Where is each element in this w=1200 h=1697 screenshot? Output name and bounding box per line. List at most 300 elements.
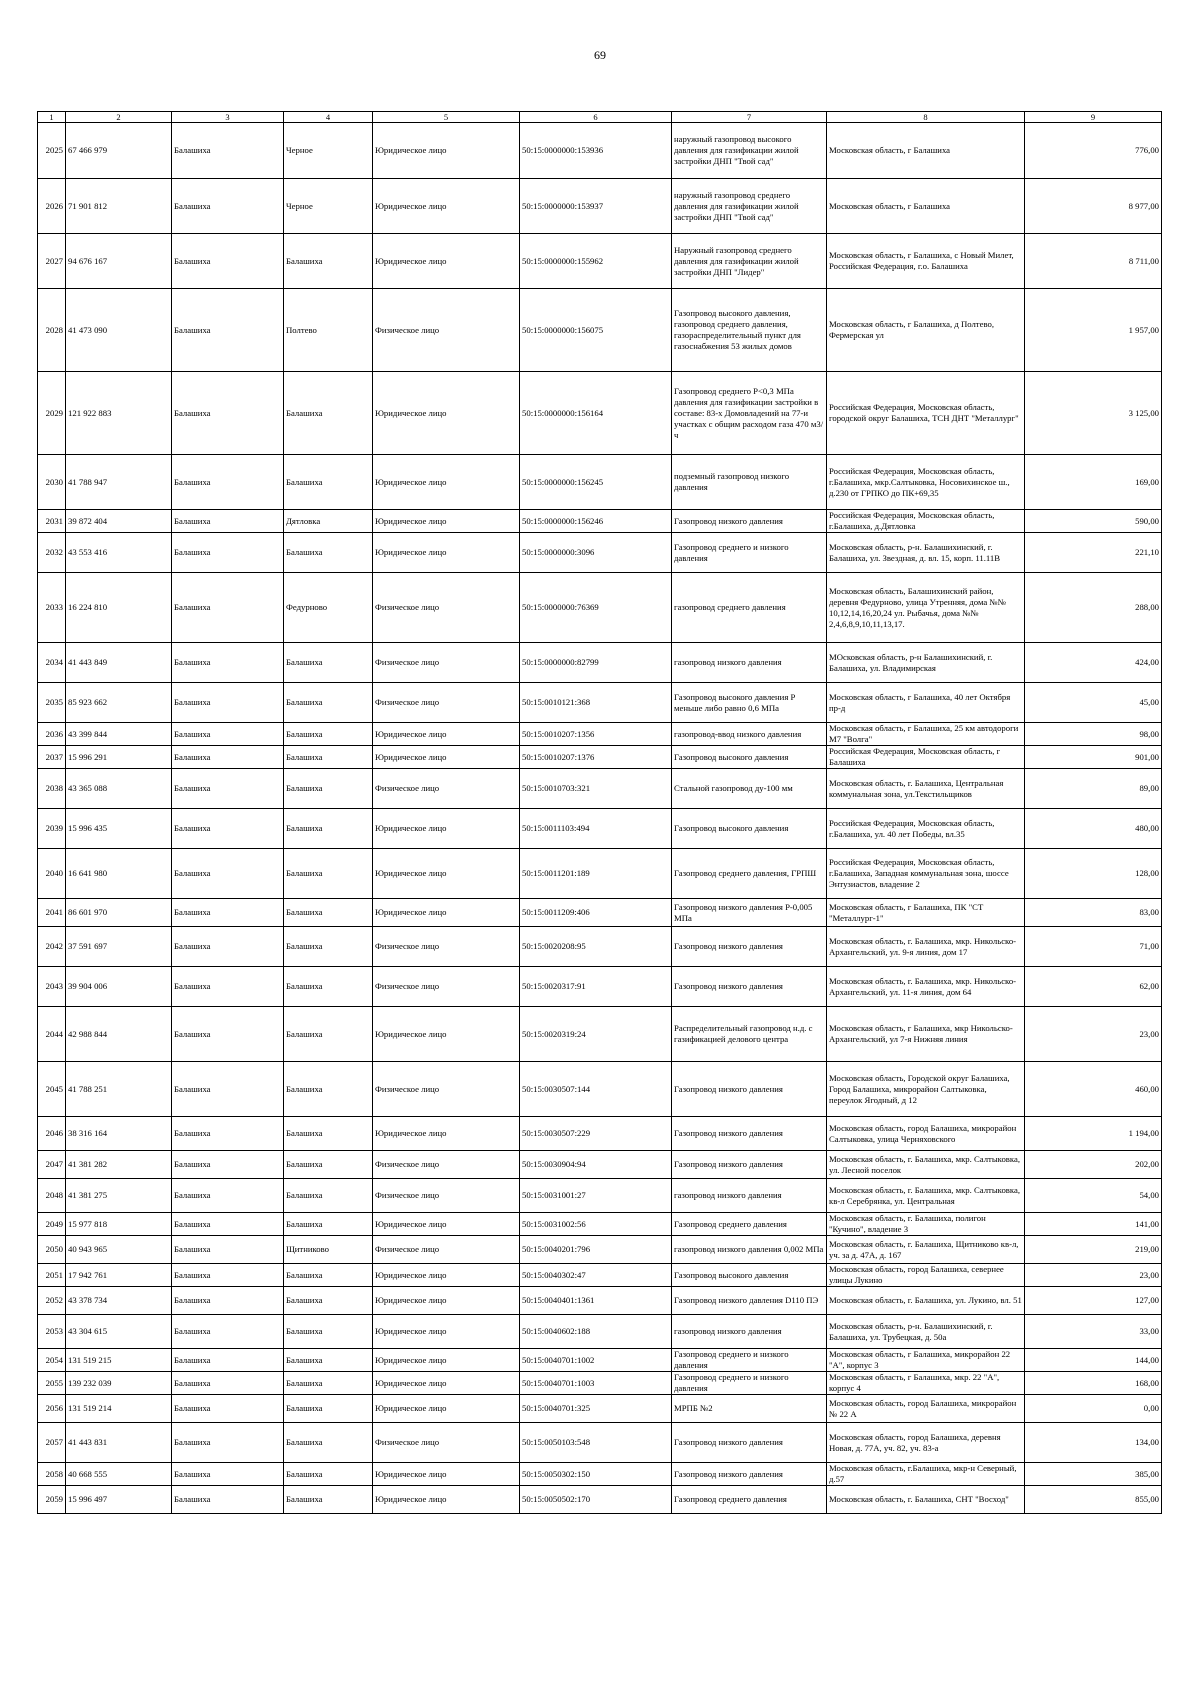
object-name-cell: Газопровод низкого давления: [672, 1151, 827, 1179]
address-cell: Московская область, город Балашиха, севернее улицы Лукино: [827, 1264, 1025, 1287]
settlement-cell: Балашиха: [284, 899, 373, 927]
owner-type-cell: Юридическое лицо: [373, 1315, 520, 1349]
column-number-row: [38, 112, 1162, 123]
row-number-cell: 2046: [38, 1117, 66, 1151]
settlement-cell: Балашиха: [284, 1349, 373, 1372]
cadastral-number-cell: 50:15:0010207:1376: [520, 746, 672, 769]
length-cell: 590,00: [1025, 510, 1162, 533]
settlement-cell: Балашиха: [284, 746, 373, 769]
district-cell: Балашиха: [172, 849, 284, 899]
district-cell: Балашиха: [172, 123, 284, 179]
length-cell: 134,00: [1025, 1423, 1162, 1463]
owner-type-cell: Юридическое лицо: [373, 372, 520, 455]
code-cell: 67 466 979: [66, 123, 172, 179]
district-cell: Балашиха: [172, 967, 284, 1007]
owner-type-cell: Юридическое лицо: [373, 1264, 520, 1287]
owner-type-cell: Физическое лицо: [373, 573, 520, 643]
address-cell: Московская область, г. Балашиха, полигон "Кучино", владение 3: [827, 1213, 1025, 1236]
object-name-cell: наружный газопровод высокого давления для газификации жилой застройки ДНП "Твой сад": [672, 123, 827, 179]
owner-type-cell: Физическое лицо: [373, 769, 520, 809]
length-cell: 169,00: [1025, 455, 1162, 510]
object-name-cell: Газопровод среднего и низкого давления: [672, 1349, 827, 1372]
settlement-cell: Балашиха: [284, 1423, 373, 1463]
object-name-cell: Газопровод низкого давления Р-0,005 МПа: [672, 899, 827, 927]
settlement-cell: Балашиха: [284, 455, 373, 510]
row-number-cell: 2041: [38, 899, 66, 927]
row-number-cell: 2029: [38, 372, 66, 455]
cadastral-number-cell: 50:15:0030507:229: [520, 1117, 672, 1151]
code-cell: 43 399 844: [66, 723, 172, 746]
row-number-cell: 2050: [38, 1236, 66, 1264]
cadastral-number-cell: 50:15:0010121:368: [520, 683, 672, 723]
cadastral-number-cell: 50:15:0031001:27: [520, 1179, 672, 1213]
address-cell: Московская область, г Балашиха, 25 км автодороги М7 "Волга": [827, 723, 1025, 746]
settlement-cell: Балашиха: [284, 1213, 373, 1236]
table-row: [38, 510, 1162, 533]
cadastral-number-cell: 50:15:0040701:325: [520, 1395, 672, 1423]
district-cell: Балашиха: [172, 1372, 284, 1395]
object-name-cell: Газопровод среднего давления, ГРПШ: [672, 849, 827, 899]
owner-type-cell: Юридическое лицо: [373, 1287, 520, 1315]
page-number: 69: [594, 48, 606, 62]
address-cell: Московская область, г. Балашиха, мкр. Никольско-Архангельский, ул. 9-я линия, дом 17: [827, 927, 1025, 967]
code-cell: 41 788 251: [66, 1062, 172, 1117]
table-row: [38, 927, 1162, 967]
cadastral-number-cell: 50:15:0000000:155962: [520, 234, 672, 289]
owner-type-cell: Юридическое лицо: [373, 746, 520, 769]
table-row: [38, 1062, 1162, 1117]
table-row: [38, 683, 1162, 723]
row-number-cell: 2055: [38, 1372, 66, 1395]
address-cell: Московская область, р-н. Балашихинский, г. Балашиха, ул. Трубецкая, д. 50а: [827, 1315, 1025, 1349]
address-cell: Московская область, г. Балашиха, ул. Лукино, вл. 51: [827, 1287, 1025, 1315]
length-cell: 128,00: [1025, 849, 1162, 899]
table-row: [38, 746, 1162, 769]
table-row: [38, 899, 1162, 927]
object-name-cell: Газопровод низкого давления: [672, 1463, 827, 1486]
district-cell: Балашиха: [172, 234, 284, 289]
address-cell: Московская область, г. Балашиха, Щитниково кв-л, уч. за д. 47А, д. 167: [827, 1236, 1025, 1264]
address-cell: Московская область, город Балашиха, микрорайон № 22 А: [827, 1395, 1025, 1423]
settlement-cell: Щитниково: [284, 1236, 373, 1264]
row-number-cell: 2034: [38, 643, 66, 683]
district-cell: Балашиха: [172, 533, 284, 573]
owner-type-cell: Юридическое лицо: [373, 849, 520, 899]
district-cell: Балашиха: [172, 769, 284, 809]
table-row: [38, 455, 1162, 510]
code-cell: 40 668 555: [66, 1463, 172, 1486]
object-name-cell: Наружный газопровод среднего давления для газификации жилой застройки ДНП "Лидер": [672, 234, 827, 289]
settlement-cell: Балашиха: [284, 1151, 373, 1179]
owner-type-cell: Физическое лицо: [373, 1179, 520, 1213]
length-cell: 3 125,00: [1025, 372, 1162, 455]
code-cell: 43 378 734: [66, 1287, 172, 1315]
row-number-cell: 2043: [38, 967, 66, 1007]
table-row: [38, 809, 1162, 849]
settlement-cell: Балашиха: [284, 683, 373, 723]
address-cell: Российская Федерация, Московская область, г.Балашиха, мкр.Салтыковка, Носовихинское ш., д.230 от ГРПКО до ПК+69,35: [827, 455, 1025, 510]
code-cell: 139 232 039: [66, 1372, 172, 1395]
district-cell: Балашиха: [172, 289, 284, 372]
object-name-cell: Газопровод низкого давления: [672, 1062, 827, 1117]
code-cell: 71 901 812: [66, 179, 172, 234]
row-number-cell: 2040: [38, 849, 66, 899]
settlement-cell: Балашиха: [284, 1463, 373, 1486]
settlement-cell: Балашиха: [284, 234, 373, 289]
code-cell: 86 601 970: [66, 899, 172, 927]
address-cell: Московская область, г Балашиха, ПК "СТ "Металлург-1": [827, 899, 1025, 927]
cadastral-number-cell: 50:15:0040401:1361: [520, 1287, 672, 1315]
owner-type-cell: Юридическое лицо: [373, 809, 520, 849]
district-cell: Балашиха: [172, 1315, 284, 1349]
address-cell: Московская область, г Балашиха: [827, 123, 1025, 179]
row-number-cell: 2044: [38, 1007, 66, 1062]
settlement-cell: Дятловка: [284, 510, 373, 533]
code-cell: 15 996 435: [66, 809, 172, 849]
cadastral-number-cell: 50:15:0000000:156164: [520, 372, 672, 455]
settlement-cell: Балашиха: [284, 1117, 373, 1151]
district-cell: Балашиха: [172, 372, 284, 455]
settlement-cell: Федурново: [284, 573, 373, 643]
length-cell: 23,00: [1025, 1007, 1162, 1062]
owner-type-cell: Юридическое лицо: [373, 234, 520, 289]
row-number-cell: 2054: [38, 1349, 66, 1372]
table-row: [38, 1395, 1162, 1423]
object-name-cell: газопровод среднего давления: [672, 573, 827, 643]
table-row: [38, 1264, 1162, 1287]
cadastral-number-cell: 50:15:0000000:82799: [520, 643, 672, 683]
code-cell: 41 788 947: [66, 455, 172, 510]
row-number-cell: 2031: [38, 510, 66, 533]
district-cell: Балашиха: [172, 179, 284, 234]
owner-type-cell: Физическое лицо: [373, 683, 520, 723]
cadastral-number-cell: 50:15:0000000:3096: [520, 533, 672, 573]
district-cell: Балашиха: [172, 1423, 284, 1463]
district-cell: Балашиха: [172, 683, 284, 723]
table-row: [38, 1372, 1162, 1395]
owner-type-cell: Физическое лицо: [373, 1151, 520, 1179]
table-row: [38, 1349, 1162, 1372]
cadastral-number-cell: 50:15:0000000:76369: [520, 573, 672, 643]
table-row: [38, 1213, 1162, 1236]
length-cell: 385,00: [1025, 1463, 1162, 1486]
district-cell: Балашиха: [172, 1463, 284, 1486]
owner-type-cell: Юридическое лицо: [373, 533, 520, 573]
code-cell: 42 988 844: [66, 1007, 172, 1062]
table-row: [38, 1236, 1162, 1264]
owner-type-cell: Юридическое лицо: [373, 1349, 520, 1372]
code-cell: 41 381 282: [66, 1151, 172, 1179]
length-cell: 424,00: [1025, 643, 1162, 683]
object-name-cell: газопровод низкого давления: [672, 1179, 827, 1213]
row-number-cell: 2025: [38, 123, 66, 179]
cadastral-number-cell: 50:15:0000000:153936: [520, 123, 672, 179]
object-name-cell: наружный газопровод среднего давления для газификации жилой застройки ДНП "Твой сад": [672, 179, 827, 234]
object-name-cell: Газопровод среднего давления: [672, 1213, 827, 1236]
row-number-cell: 2058: [38, 1463, 66, 1486]
object-name-cell: Газопровод среднего и низкого давления: [672, 533, 827, 573]
row-number-cell: 2045: [38, 1062, 66, 1117]
length-cell: 168,00: [1025, 1372, 1162, 1395]
object-name-cell: Газопровод среднего и низкого давления: [672, 1372, 827, 1395]
owner-type-cell: Юридическое лицо: [373, 1486, 520, 1514]
cadastral-number-cell: 50:15:0000000:156075: [520, 289, 672, 372]
table-row: [38, 289, 1162, 372]
row-number-cell: 2027: [38, 234, 66, 289]
code-cell: 85 923 662: [66, 683, 172, 723]
row-number-cell: 2036: [38, 723, 66, 746]
address-cell: Московская область, г. Балашиха, СНТ "Восход": [827, 1486, 1025, 1514]
code-cell: 41 443 831: [66, 1423, 172, 1463]
length-cell: 1 194,00: [1025, 1117, 1162, 1151]
row-number-cell: 2028: [38, 289, 66, 372]
cadastral-number-cell: 50:15:0010703:321: [520, 769, 672, 809]
settlement-cell: Балашиха: [284, 927, 373, 967]
owner-type-cell: Юридическое лицо: [373, 1463, 520, 1486]
register-table: [37, 111, 1162, 1514]
cadastral-number-cell: 50:15:0040701:1003: [520, 1372, 672, 1395]
length-cell: 141,00: [1025, 1213, 1162, 1236]
length-cell: 0,00: [1025, 1395, 1162, 1423]
address-cell: Московская область, г Балашиха, д Полтево, Фермерская ул: [827, 289, 1025, 372]
row-number-cell: 2026: [38, 179, 66, 234]
length-cell: 23,00: [1025, 1264, 1162, 1287]
column-number: 5: [373, 112, 520, 123]
code-cell: 94 676 167: [66, 234, 172, 289]
owner-type-cell: Физическое лицо: [373, 1062, 520, 1117]
length-cell: 855,00: [1025, 1486, 1162, 1514]
district-cell: Балашиха: [172, 573, 284, 643]
length-cell: 127,00: [1025, 1287, 1162, 1315]
table-row: [38, 573, 1162, 643]
code-cell: 39 872 404: [66, 510, 172, 533]
cadastral-number-cell: 50:15:0010207:1356: [520, 723, 672, 746]
table-row: [38, 123, 1162, 179]
table-row: [38, 372, 1162, 455]
address-cell: Московская область, г.Балашиха, мкр-н Северный, д.57: [827, 1463, 1025, 1486]
code-cell: 15 996 291: [66, 746, 172, 769]
code-cell: 131 519 215: [66, 1349, 172, 1372]
row-number-cell: 2056: [38, 1395, 66, 1423]
length-cell: 8 711,00: [1025, 234, 1162, 289]
district-cell: Балашиха: [172, 927, 284, 967]
district-cell: Балашиха: [172, 643, 284, 683]
settlement-cell: Балашиха: [284, 1486, 373, 1514]
length-cell: 89,00: [1025, 769, 1162, 809]
owner-type-cell: Физическое лицо: [373, 967, 520, 1007]
cadastral-number-cell: 50:15:0011103:494: [520, 809, 672, 849]
length-cell: 1 957,00: [1025, 289, 1162, 372]
object-name-cell: подземный газопровод низкого давления: [672, 455, 827, 510]
object-name-cell: Стальной газопровод ду-100 мм: [672, 769, 827, 809]
table-row: [38, 179, 1162, 234]
code-cell: 15 977 818: [66, 1213, 172, 1236]
code-cell: 43 553 416: [66, 533, 172, 573]
settlement-cell: Балашиха: [284, 1007, 373, 1062]
address-cell: Российская Федерация, Московская область, г.Балашиха, д.Дятловка: [827, 510, 1025, 533]
settlement-cell: Балашиха: [284, 1179, 373, 1213]
length-cell: 33,00: [1025, 1315, 1162, 1349]
code-cell: 17 942 761: [66, 1264, 172, 1287]
length-cell: 83,00: [1025, 899, 1162, 927]
length-cell: 219,00: [1025, 1236, 1162, 1264]
cadastral-number-cell: 50:15:0050302:150: [520, 1463, 672, 1486]
code-cell: 43 304 615: [66, 1315, 172, 1349]
code-cell: 37 591 697: [66, 927, 172, 967]
row-number-cell: 2033: [38, 573, 66, 643]
object-name-cell: Газопровод низкого давления D110 ПЭ: [672, 1287, 827, 1315]
address-cell: Московская область, г. Балашиха, мкр. Салтыковка, кв-л Серебрянка, ул. Центральная: [827, 1179, 1025, 1213]
table-row: [38, 1423, 1162, 1463]
cadastral-number-cell: 50:15:0000000:156246: [520, 510, 672, 533]
length-cell: 288,00: [1025, 573, 1162, 643]
object-name-cell: Распределительный газопровод н.д. с газификацией делового центра: [672, 1007, 827, 1062]
object-name-cell: Газопровод среднего Р<0,3 МПа давления для газификации застройки в составе: 83-х Домовладений на 77-и участках с общим расходом газа 470 м3/ч: [672, 372, 827, 455]
settlement-cell: Балашиха: [284, 809, 373, 849]
district-cell: Балашиха: [172, 1213, 284, 1236]
object-name-cell: газопровод низкого давления: [672, 643, 827, 683]
table-row: [38, 643, 1162, 683]
object-name-cell: Газопровод высокого давления: [672, 746, 827, 769]
address-cell: Российская Федерация, Московская область, г.Балашиха, ул. 40 лет Победы, вл.35: [827, 809, 1025, 849]
row-number-cell: 2048: [38, 1179, 66, 1213]
settlement-cell: Балашиха: [284, 1264, 373, 1287]
column-number: 4: [284, 112, 373, 123]
district-cell: Балашиха: [172, 1179, 284, 1213]
owner-type-cell: Юридическое лицо: [373, 1117, 520, 1151]
district-cell: Балашиха: [172, 1062, 284, 1117]
owner-type-cell: Юридическое лицо: [373, 1007, 520, 1062]
table-row: [38, 1463, 1162, 1486]
settlement-cell: Балашиха: [284, 723, 373, 746]
column-number: 8: [827, 112, 1025, 123]
address-cell: Московская область, г Балашиха, мкр. 22 "А", корпус 4: [827, 1372, 1025, 1395]
owner-type-cell: Юридическое лицо: [373, 123, 520, 179]
district-cell: Балашиха: [172, 1236, 284, 1264]
district-cell: Балашиха: [172, 809, 284, 849]
column-number: 1: [38, 112, 66, 123]
address-cell: Московская область, Балашихинский район, деревня Федурново, улица Утренняя, дома №№ 10,12,14,16,20,24 ул. Рыбачья, дома №№ 2,4,6,8,9,10,11,13,17.: [827, 573, 1025, 643]
owner-type-cell: Юридическое лицо: [373, 1213, 520, 1236]
cadastral-number-cell: 50:15:0050502:170: [520, 1486, 672, 1514]
cadastral-number-cell: 50:15:0040201:796: [520, 1236, 672, 1264]
row-number-cell: 2037: [38, 746, 66, 769]
district-cell: Балашиха: [172, 1395, 284, 1423]
cadastral-number-cell: 50:15:0020317:91: [520, 967, 672, 1007]
settlement-cell: Балашиха: [284, 1395, 373, 1423]
object-name-cell: Газопровод высокого давления Р меньше либо равно 0,6 МПа: [672, 683, 827, 723]
district-cell: Балашиха: [172, 1151, 284, 1179]
settlement-cell: Балашиха: [284, 1287, 373, 1315]
district-cell: Балашиха: [172, 1349, 284, 1372]
code-cell: 41 473 090: [66, 289, 172, 372]
cadastral-number-cell: 50:15:0050103:548: [520, 1423, 672, 1463]
cadastral-number-cell: 50:15:0011201:189: [520, 849, 672, 899]
length-cell: 480,00: [1025, 809, 1162, 849]
district-cell: Балашиха: [172, 1117, 284, 1151]
cadastral-number-cell: 50:15:0000000:156245: [520, 455, 672, 510]
row-number-cell: 2035: [38, 683, 66, 723]
length-cell: 62,00: [1025, 967, 1162, 1007]
address-cell: Московская область, г. Балашиха, мкр. Никольско-Архангельский, ул. 11-я линия, дом 64: [827, 967, 1025, 1007]
settlement-cell: Черное: [284, 123, 373, 179]
row-number-cell: 2039: [38, 809, 66, 849]
object-name-cell: Газопровод низкого давления: [672, 1423, 827, 1463]
table-row: [38, 769, 1162, 809]
address-cell: Московская область, г. Балашиха, Центральная коммунальная зона, ул.Текстильщиков: [827, 769, 1025, 809]
object-name-cell: Газопровод высокого давления, газопровод среднего давления, газораспределительный пункт для газоснабжения 53 жилых домов: [672, 289, 827, 372]
row-number-cell: 2032: [38, 533, 66, 573]
row-number-cell: 2059: [38, 1486, 66, 1514]
length-cell: 221,10: [1025, 533, 1162, 573]
district-cell: Балашиха: [172, 746, 284, 769]
row-number-cell: 2051: [38, 1264, 66, 1287]
object-name-cell: Газопровод среднего давления: [672, 1486, 827, 1514]
column-number: 2: [66, 112, 172, 123]
object-name-cell: Газопровод низкого давления: [672, 510, 827, 533]
row-number-cell: 2052: [38, 1287, 66, 1315]
row-number-cell: 2057: [38, 1423, 66, 1463]
owner-type-cell: Юридическое лицо: [373, 455, 520, 510]
code-cell: 40 943 965: [66, 1236, 172, 1264]
code-cell: 131 519 214: [66, 1395, 172, 1423]
settlement-cell: Балашиха: [284, 849, 373, 899]
owner-type-cell: Юридическое лицо: [373, 510, 520, 533]
length-cell: 202,00: [1025, 1151, 1162, 1179]
column-number: 6: [520, 112, 672, 123]
address-cell: Московская область, город Балашиха, микрорайон Салтыковка, улица Черняховского: [827, 1117, 1025, 1151]
settlement-cell: Балашиха: [284, 1372, 373, 1395]
object-name-cell: Газопровод высокого давления: [672, 1264, 827, 1287]
cadastral-number-cell: 50:15:0000000:153937: [520, 179, 672, 234]
address-cell: Российская Федерация, Московская область, городской округ Балашиха, ТСН ДНТ "Металлург": [827, 372, 1025, 455]
settlement-cell: Полтево: [284, 289, 373, 372]
district-cell: Балашиха: [172, 899, 284, 927]
row-number-cell: 2030: [38, 455, 66, 510]
address-cell: Московская область, город Балашиха, деревня Новая, д. 77А, уч. 82, уч. 83-а: [827, 1423, 1025, 1463]
settlement-cell: Балашиха: [284, 769, 373, 809]
district-cell: Балашиха: [172, 1486, 284, 1514]
address-cell: Московская область, р-н. Балашихинский, г. Балашиха, ул. Звездная, д. вл. 15, корп. 11.11В: [827, 533, 1025, 573]
address-cell: Московская область, г Балашиха: [827, 179, 1025, 234]
column-number: 3: [172, 112, 284, 123]
code-cell: 39 904 006: [66, 967, 172, 1007]
table-row: [38, 1287, 1162, 1315]
settlement-cell: Балашиха: [284, 967, 373, 1007]
row-number-cell: 2042: [38, 927, 66, 967]
address-cell: Московская область, г Балашиха, мкр Никольско-Архангельский, ул 7-я Нижняя линия: [827, 1007, 1025, 1062]
district-cell: Балашиха: [172, 1007, 284, 1062]
owner-type-cell: Физическое лицо: [373, 643, 520, 683]
length-cell: 144,00: [1025, 1349, 1162, 1372]
code-cell: 16 641 980: [66, 849, 172, 899]
length-cell: 45,00: [1025, 683, 1162, 723]
cadastral-number-cell: 50:15:0030904:94: [520, 1151, 672, 1179]
cadastral-number-cell: 50:15:0040602:188: [520, 1315, 672, 1349]
district-cell: Балашиха: [172, 1264, 284, 1287]
object-name-cell: Газопровод низкого давления: [672, 927, 827, 967]
settlement-cell: Черное: [284, 179, 373, 234]
object-name-cell: газопровод-ввод низкого давления: [672, 723, 827, 746]
object-name-cell: газопровод низкого давления 0,002 МПа: [672, 1236, 827, 1264]
settlement-cell: Балашиха: [284, 1062, 373, 1117]
code-cell: 43 365 088: [66, 769, 172, 809]
code-cell: 38 316 164: [66, 1117, 172, 1151]
cadastral-number-cell: 50:15:0031002:56: [520, 1213, 672, 1236]
object-name-cell: Газопровод низкого давления: [672, 1117, 827, 1151]
object-name-cell: Газопровод низкого давления: [672, 967, 827, 1007]
address-cell: Российская Федерация, Московская область, г Балашиха: [827, 746, 1025, 769]
